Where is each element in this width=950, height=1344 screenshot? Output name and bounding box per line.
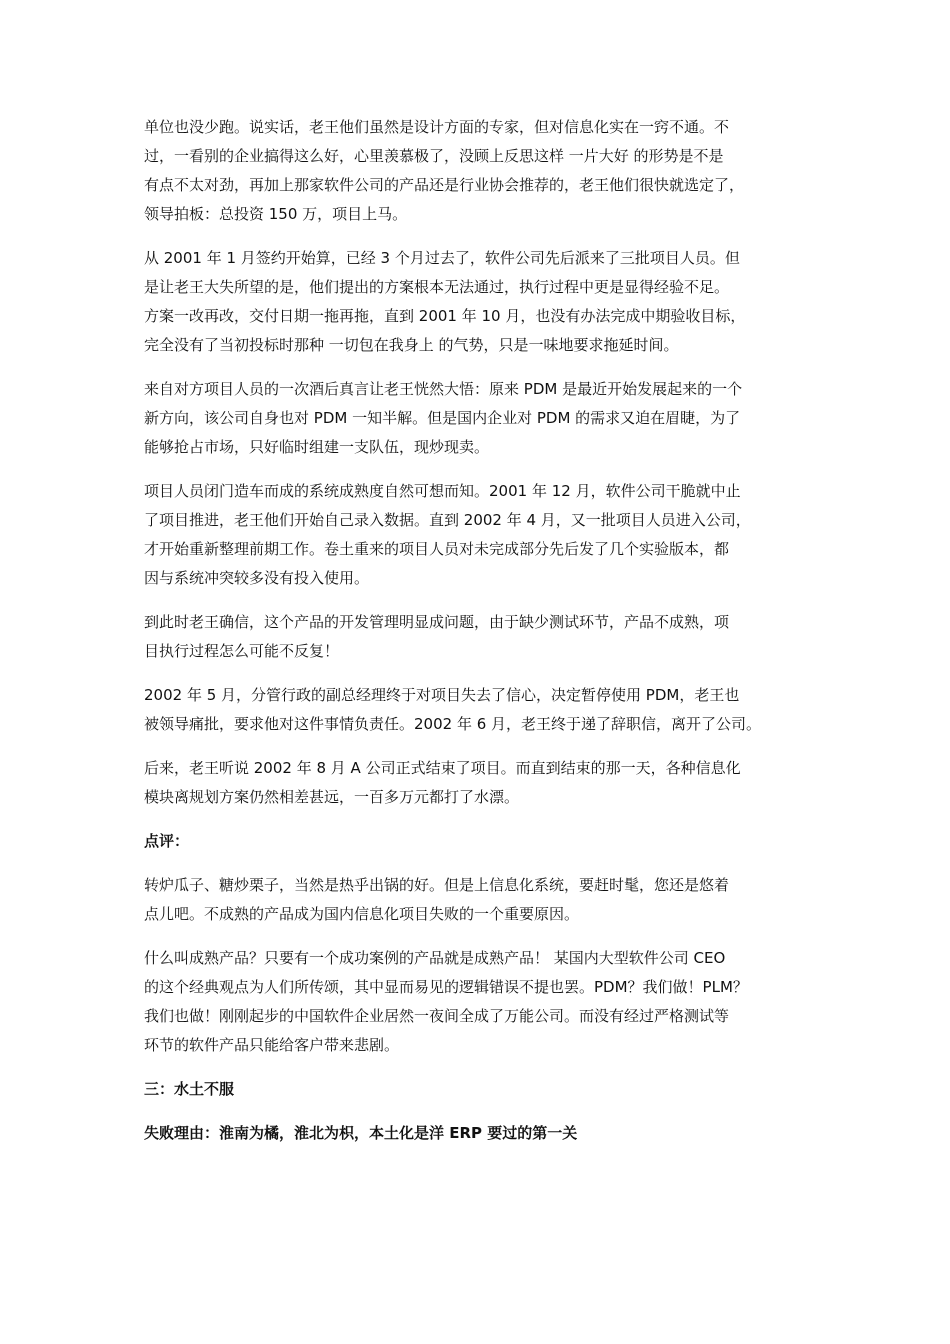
text-line: 目执行过程怎么可能不反复！ (144, 642, 340, 660)
section-heading (144, 1119, 824, 1148)
body-paragraph (144, 113, 824, 229)
text-line: 环节的软件产品只能给客户带来悲剧。 (144, 1036, 400, 1054)
text-line: 什么叫成熟产品？只要有一个成功案例的产品就是成熟产品！ 某国内大型软件公司 CEO (144, 949, 726, 967)
text-line: 失败理由：淮南为橘，淮北为枳，本土化是洋 ERP 要过的第一关 (144, 1124, 578, 1142)
text-line: 单位也没少跑。说实话，老王他们虽然是设计方面的专家，但对信息化实在一窍不通。不 (144, 118, 730, 136)
section-heading (144, 827, 824, 856)
text-line: 模块离规划方案仍然相差甚远，一百多万元都打了水漂。 (144, 788, 520, 806)
text-line: 我们也做！刚刚起步的中国软件企业居然一夜间全成了万能公司。而没有经过严格测试等 (144, 1007, 730, 1025)
text-line: 三：水土不服 (144, 1080, 235, 1098)
section-heading (144, 1075, 824, 1104)
text-line: 点评： (144, 832, 190, 850)
text-line: 从 2001 年 1 月签约开始算，已经 3 个月过去了，软件公司先后派来了三批项目人员。但 (144, 249, 740, 267)
text-line: 点儿吧。不成熟的产品成为国内信息化项目失败的一个重要原因。 (144, 905, 580, 923)
text-line: 新方向，该公司自身也对 PDM 一知半解。但是国内企业对 PDM 的需求又迫在眉睫，为了 (144, 409, 741, 427)
body-paragraph (144, 681, 824, 739)
body-paragraph (144, 244, 824, 360)
text-line: 到此时老王确信，这个产品的开发管理明显成问题，由于缺少测试环节，产品不成熟，项 (144, 613, 730, 631)
text-line: 能够抢占市场，只好临时组建一支队伍，现炒现卖。 (144, 438, 490, 456)
text-line: 因与系统冲突较多没有投入使用。 (144, 569, 370, 587)
text-line: 了项目推进，老王他们开始自己录入数据。直到 2002 年 4 月，又一批项目人员进入公司， (144, 511, 751, 529)
text-line: 有点不太对劲，再加上那家软件公司的产品还是行业协会推荐的，老王他们很快就选定了， (144, 176, 745, 194)
text-line: 才开始重新整理前期工作。卷土重来的项目人员对未完成部分先后发了几个实验版本，都 (144, 540, 730, 558)
text-line: 领导拍板：总投资 150 万，项目上马。 (144, 205, 408, 223)
body-paragraph (144, 375, 824, 462)
text-line: 方案一改再改，交付日期一拖再拖，直到 2001 年 10 月，也没有办法完成中期验收目标， (144, 307, 746, 325)
text-line: 过，一看别的企业搞得这么好，心里羡慕极了，没顾上反思这样 一片大好 的形势是不是 (144, 147, 724, 165)
text-line: 转炉瓜子、糖炒栗子，当然是热乎出锅的好。但是上信息化系统，要赶时髦，您还是悠着 (144, 876, 730, 894)
body-paragraph (144, 608, 824, 666)
text-line: 的这个经典观点为人们所传颂，其中显而易见的逻辑错误不提也罢。PDM？我们做！PLM？ (144, 978, 748, 996)
text-line: 后来，老王听说 2002 年 8 月 A 公司正式结束了项目。而直到结束的那一天，各种信息化 (144, 759, 741, 777)
text-line: 完全没有了当初投标时那种 一切包在我身上 的气势，只是一味地要求拖延时间。 (144, 336, 679, 354)
text-line: 项目人员闭门造车而成的系统成熟度自然可想而知。2001 年 12 月，软件公司干脆就中止 (144, 482, 741, 500)
body-paragraph (144, 477, 824, 593)
document-page (144, 113, 824, 1163)
body-paragraph (144, 944, 824, 1060)
body-paragraph (144, 754, 824, 812)
text-line: 来自对方项目人员的一次酒后真言让老王恍然大悟：原来 PDM 是最近开始发展起来的一个 (144, 380, 743, 398)
text-line: 2002 年 5 月，分管行政的副总经理终于对项目失去了信心，决定暂停使用 PDM，老王也 (144, 686, 740, 704)
text-line: 被领导痛批，要求他对这件事情负责任。2002 年 6 月，老王终于递了辞职信，离开了公司。 (144, 715, 762, 733)
body-paragraph (144, 871, 824, 929)
text-line: 是让老王大失所望的是，他们提出的方案根本无法通过，执行过程中更是显得经验不足。 (144, 278, 730, 296)
